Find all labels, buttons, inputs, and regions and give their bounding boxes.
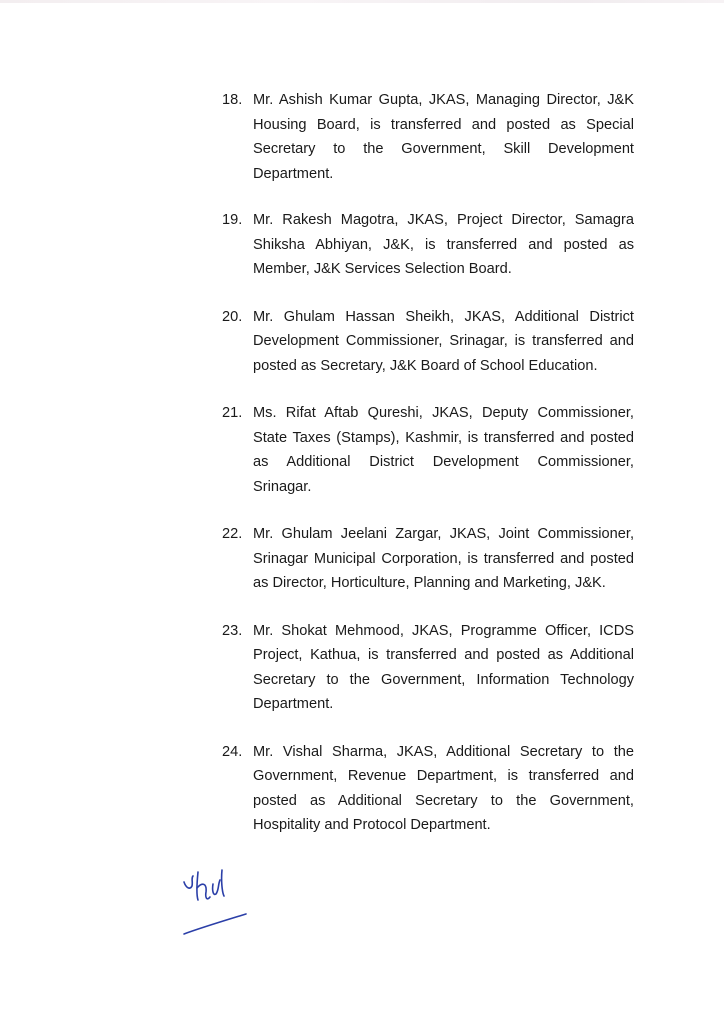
order-number: 19. [222,212,243,228]
order-number: 18. [222,92,243,108]
order-item-20 [222,305,634,379]
order-item-24 [222,740,634,838]
scan-top-edge [0,0,724,3]
order-text: Mr. Rakesh Magotra, JKAS, Project Director, Samagra Shiksha Abhiyan, J&K, is transferred and posted as Member, J&K Services Selection Board. [253,212,634,277]
order-number: 21. [222,405,243,421]
order-text: Ms. Rifat Aftab Qureshi, JKAS, Deputy Commissioner, State Taxes (Stamps), Kashmir, is transferred and posted as Additional District Development Commissioner, Srinagar. [253,405,634,495]
order-text: Mr. Ashish Kumar Gupta, JKAS, Managing Director, J&K Housing Board, is transferred and posted as Special Secretary to the Government, Skill Development Department. [253,92,634,182]
order-item-22 [222,522,634,596]
order-item-23 [222,619,634,717]
order-text: Mr. Ghulam Jeelani Zargar, JKAS, Joint Commissioner, Srinagar Municipal Corporation, is transferred and posted as Director, Horticulture, Planning and Marketing, J&K. [253,526,634,591]
order-item-18 [222,88,634,186]
order-item-19 [222,208,634,282]
signature-icon [180,868,252,940]
order-number: 20. [222,308,243,325]
order-text: Mr. Shokat Mehmood, JKAS, Programme Officer, ICDS Project, Kathua, is transferred and posted as Additional Secretary to the Government, Information Technology Department. [253,622,634,712]
order-number: 22. [222,526,243,542]
order-text: Mr. Vishal Sharma, JKAS, Additional Secretary to the Government, Revenue Department, is transferred and posted as Additional Secretary to the Government, Hospitality and Protocol Department. [253,743,634,833]
order-text: Mr. Ghulam Hassan Sheikh, JKAS, Additional District Development Commissioner, Srinagar, is transferred and posted as Secretary, J&K Board of School Education. [253,308,634,374]
order-item-21 [222,401,634,499]
order-number: 24. [222,743,243,760]
order-number: 23. [222,622,243,639]
transfer-order-list [222,88,634,838]
